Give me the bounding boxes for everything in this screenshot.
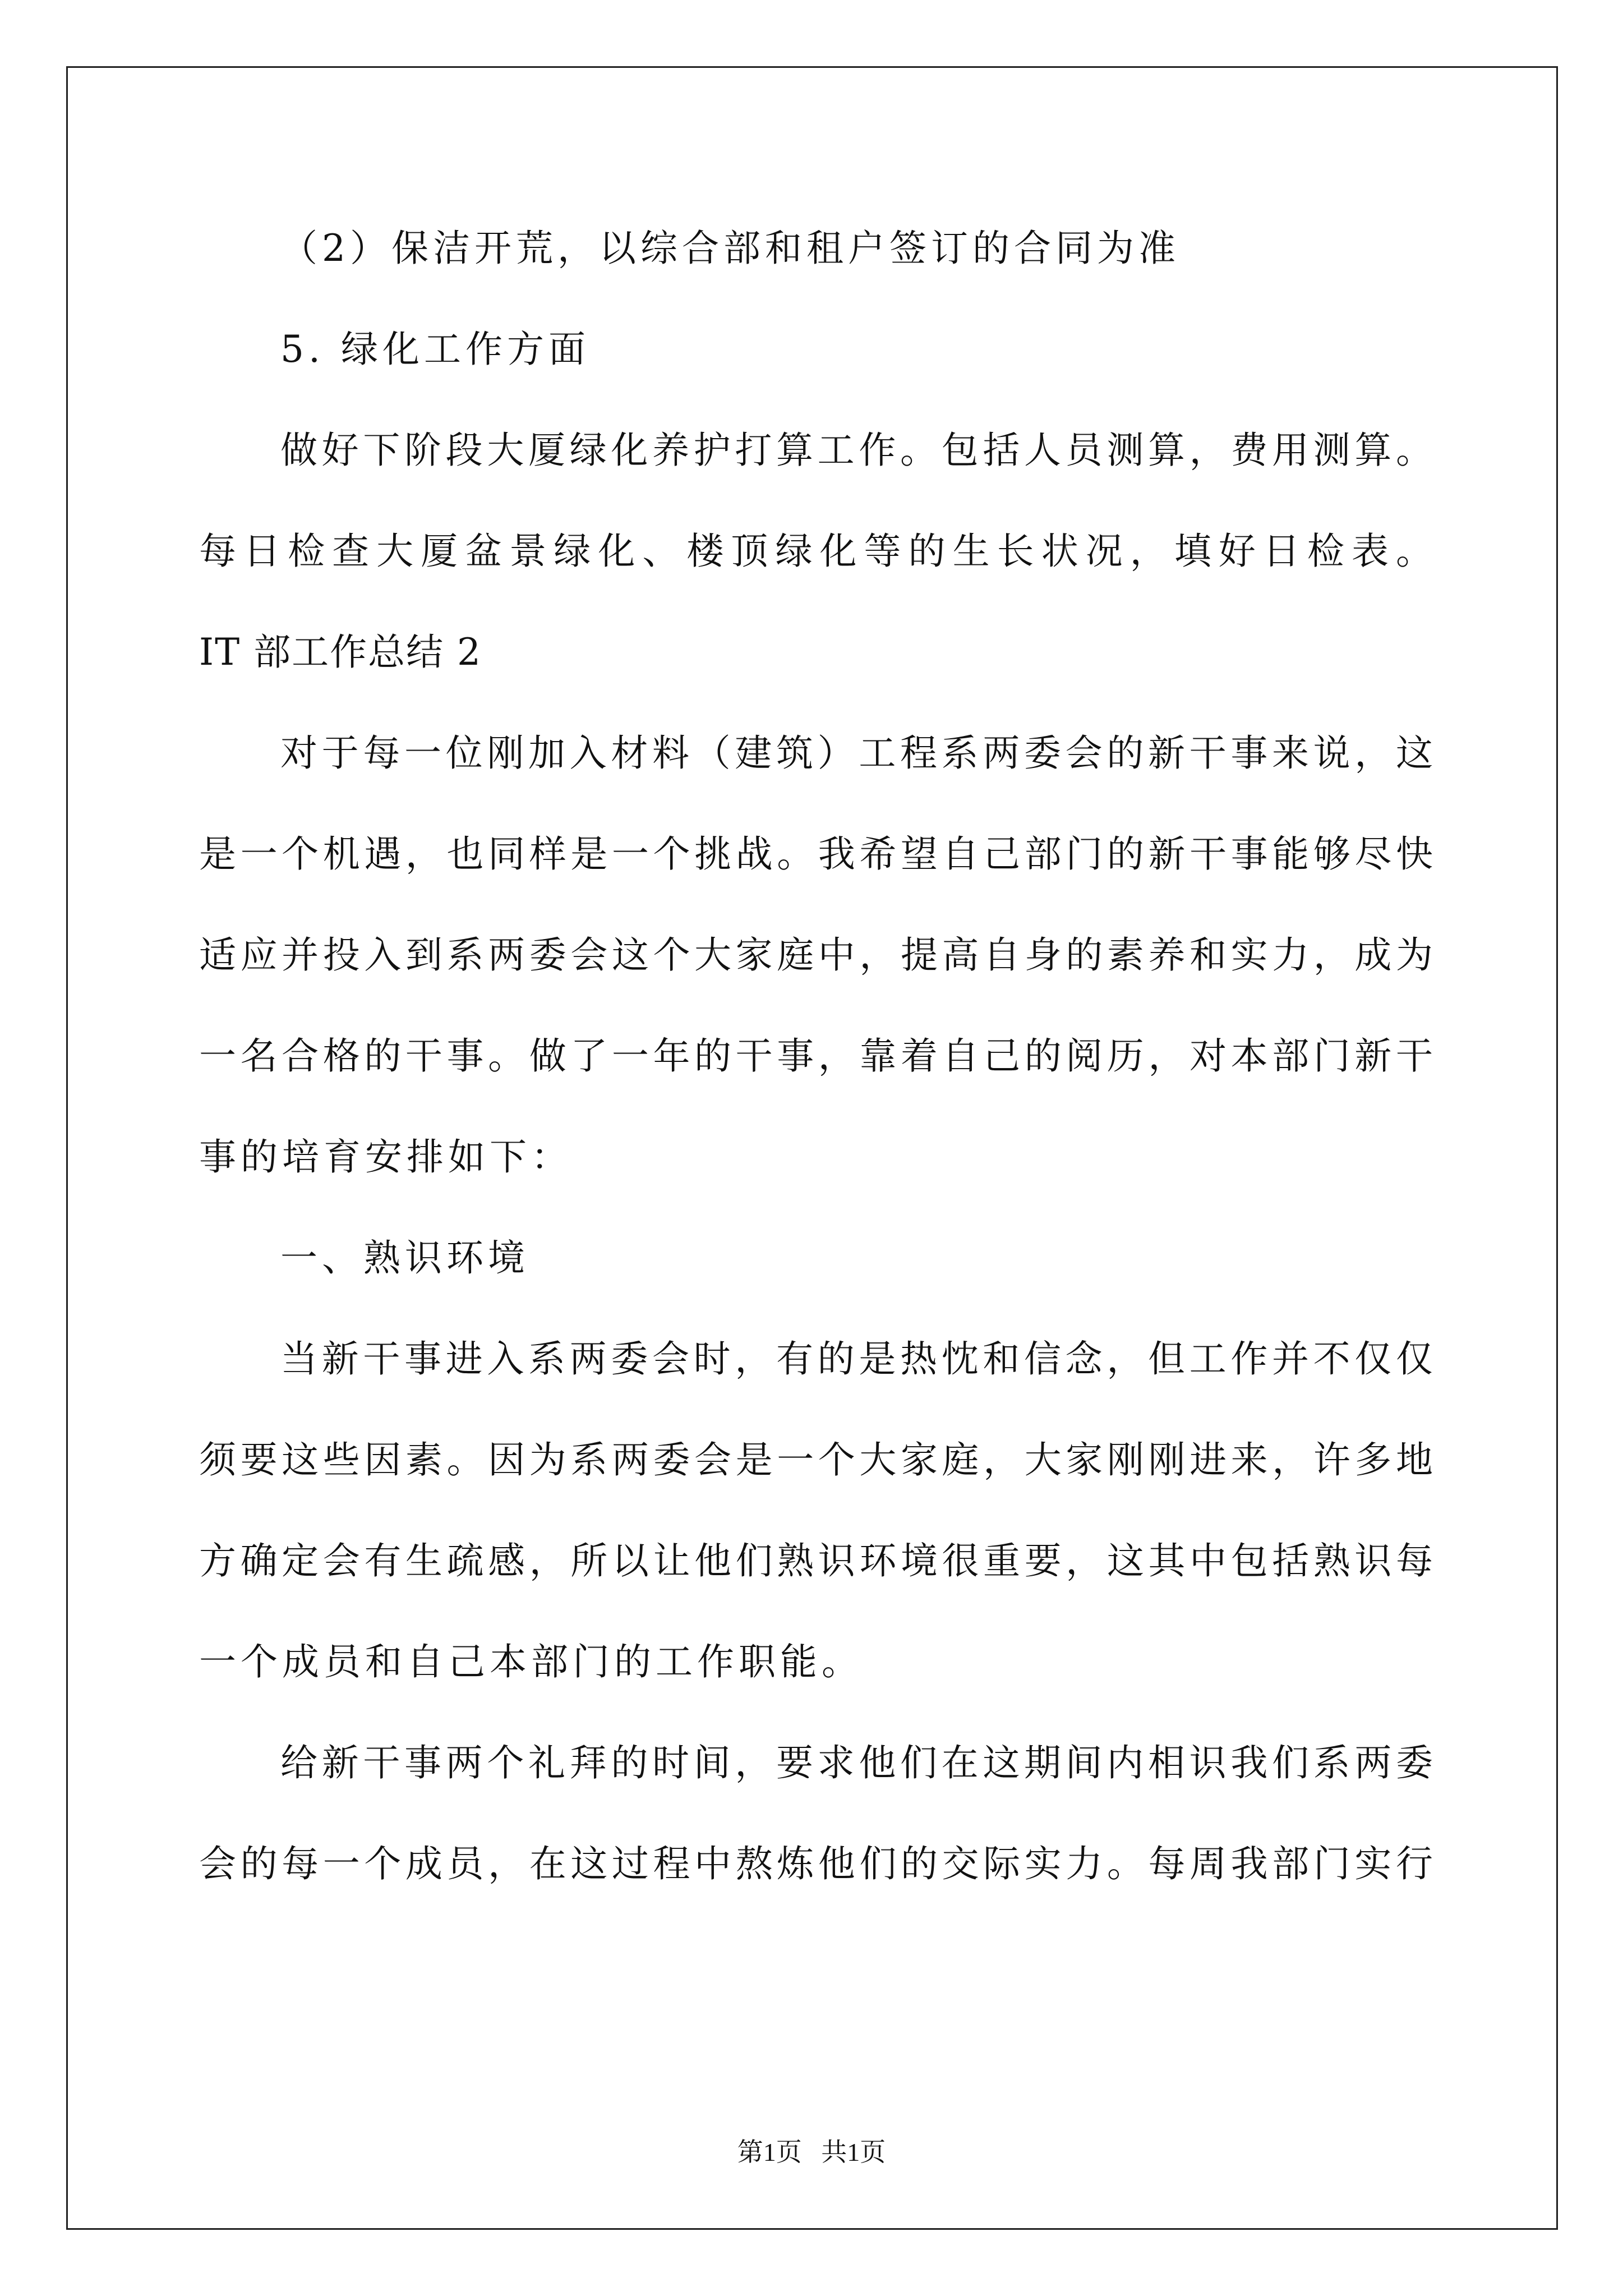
paragraph-line: 须要这些因素。因为系两委会是一个大家庭，大家刚刚进来，许多地 [199, 1438, 1433, 1481]
paragraph-line: 对于每一位刚加入材料（建筑）工程系两委会的新干事来说，这 [280, 731, 1433, 775]
paragraph-line: 事的培育安排如下： [199, 1135, 573, 1179]
paragraph-line: 适应并投入到系两委会这个大家庭中，提高自身的素养和实力，成为 [199, 933, 1433, 977]
paragraph-line: 是一个机遇，也同样是一个挑战。我希望自己部门的新干事能够尽快 [199, 832, 1433, 876]
paragraph-line: 每日检查大厦盆景绿化、楼顶绿化等的生长状况，填好日检表。 [199, 530, 1433, 573]
section-heading: 一、熟识环境 [280, 1236, 529, 1280]
page-footer: 第1页 共1页 [737, 2138, 886, 2166]
paragraph-line: 会的每一个成员，在这过程中熬炼他们的交际实力。每周我部门实行 [199, 1842, 1433, 1885]
paragraph-line: 当新干事进入系两委会时，有的是热忱和信念，但工作并不仅仅 [280, 1337, 1433, 1381]
paragraph-line: （2）保洁开荒，以综合部和租户签订的合同为准 [280, 227, 1180, 270]
paragraph-line: 做好下阶段大厦绿化养护打算工作。包括人员测算，费用测算。 [280, 429, 1433, 472]
paragraph-line: 一个成员和自己本部门的工作职能。 [199, 1640, 863, 1683]
paragraph-line: 方确定会有生疏感，所以让他们熟识环境很重要，这其中包括熟识每 [199, 1539, 1433, 1582]
paragraph-line: 给新干事两个礼拜的时间，要求他们在这期间内相识我们系两委 [280, 1741, 1433, 1784]
section-heading: 5. 绿化工作方面 [280, 328, 590, 371]
document-title: IT 部工作总结 2 [199, 631, 482, 674]
paragraph-line: 一名合格的干事。做了一年的干事，靠着自己的阅历，对本部门新干 [199, 1034, 1433, 1078]
